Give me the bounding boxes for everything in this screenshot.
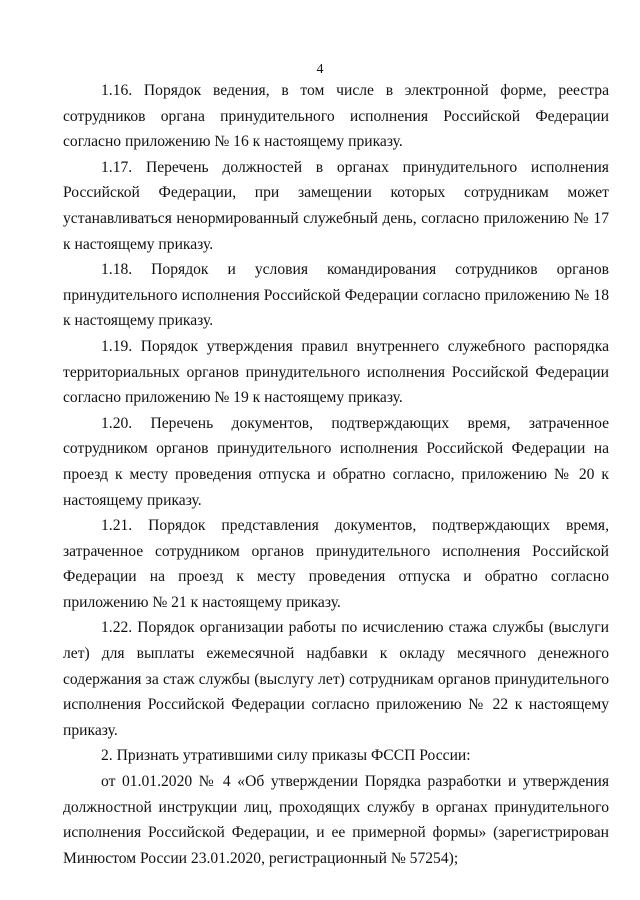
paragraph-repealed-order-item: от 01.01.2020 № 4 «Об утверждении Порядка разработки и утверждения должностной инструкции лиц, проходящих службу в органах принудительного исполнения Российской Федерации, и ее примерной формы» (зарегистрирован Минюстом России 23.01.2020, регистрационный № 57254); [63, 773, 609, 867]
paragraph-1-21: 1.21. Порядок представления документов, подтверждающих время, затраченное сотрудником органов принудительного исполнения Российской Федерации на проезд к месту проведения отпуска и обратно согласно приложению № 21 к настоящему приказу. [63, 517, 609, 611]
paragraph-1-22: 1.22. Порядок организации работы по исчислению стажа службы (выслуги лет) для выплаты ежемесячной надбавки к окладу месячного денежного содержания за стаж службы (выслугу лет) сотрудникам органов принудительного исполнения Российской Федерации согласно приложению № 22 к настоящему приказу. [63, 619, 609, 739]
paragraph-1-18: 1.18. Порядок и условия командирования сотрудников органов принудительного исполнения Российской Федерации согласно приложению № 18 к настоящему приказу. [63, 261, 609, 330]
paragraph-2: 2. Признать утратившими силу приказы ФССП России: [101, 747, 471, 765]
page-number: 4 [316, 62, 324, 77]
paragraph-1-17: 1.17. Перечень должностей в органах принудительного исполнения Российской Федерации, при замещении которых сотрудникам может устанавливаться ненормированный служебный день, согласно приложению № 17 к настоящему приказу. [63, 158, 609, 253]
document-body [63, 78, 609, 871]
paragraph-1-20: 1.20. Перечень документов, подтверждающих время, затраченное сотрудником органов принудительного исполнения Российской Федерации на проезд к месту проведения отпуска и обратно согласно, приложению № 20 к настоящему приказу. [63, 414, 609, 509]
paragraph-1-19: 1.19. Порядок утверждения правил внутреннего служебного распорядка территориальных органов принудительного исполнения Российской Федерации согласно приложению № 19 к настоящему приказу. [63, 337, 609, 407]
paragraph-1-16: 1.16. Порядок ведения, в том числе в электронной форме, реестра сотрудников органа принудительного исполнения Российской Федерации согласно приложению № 16 к настоящему приказу. [63, 82, 609, 151]
